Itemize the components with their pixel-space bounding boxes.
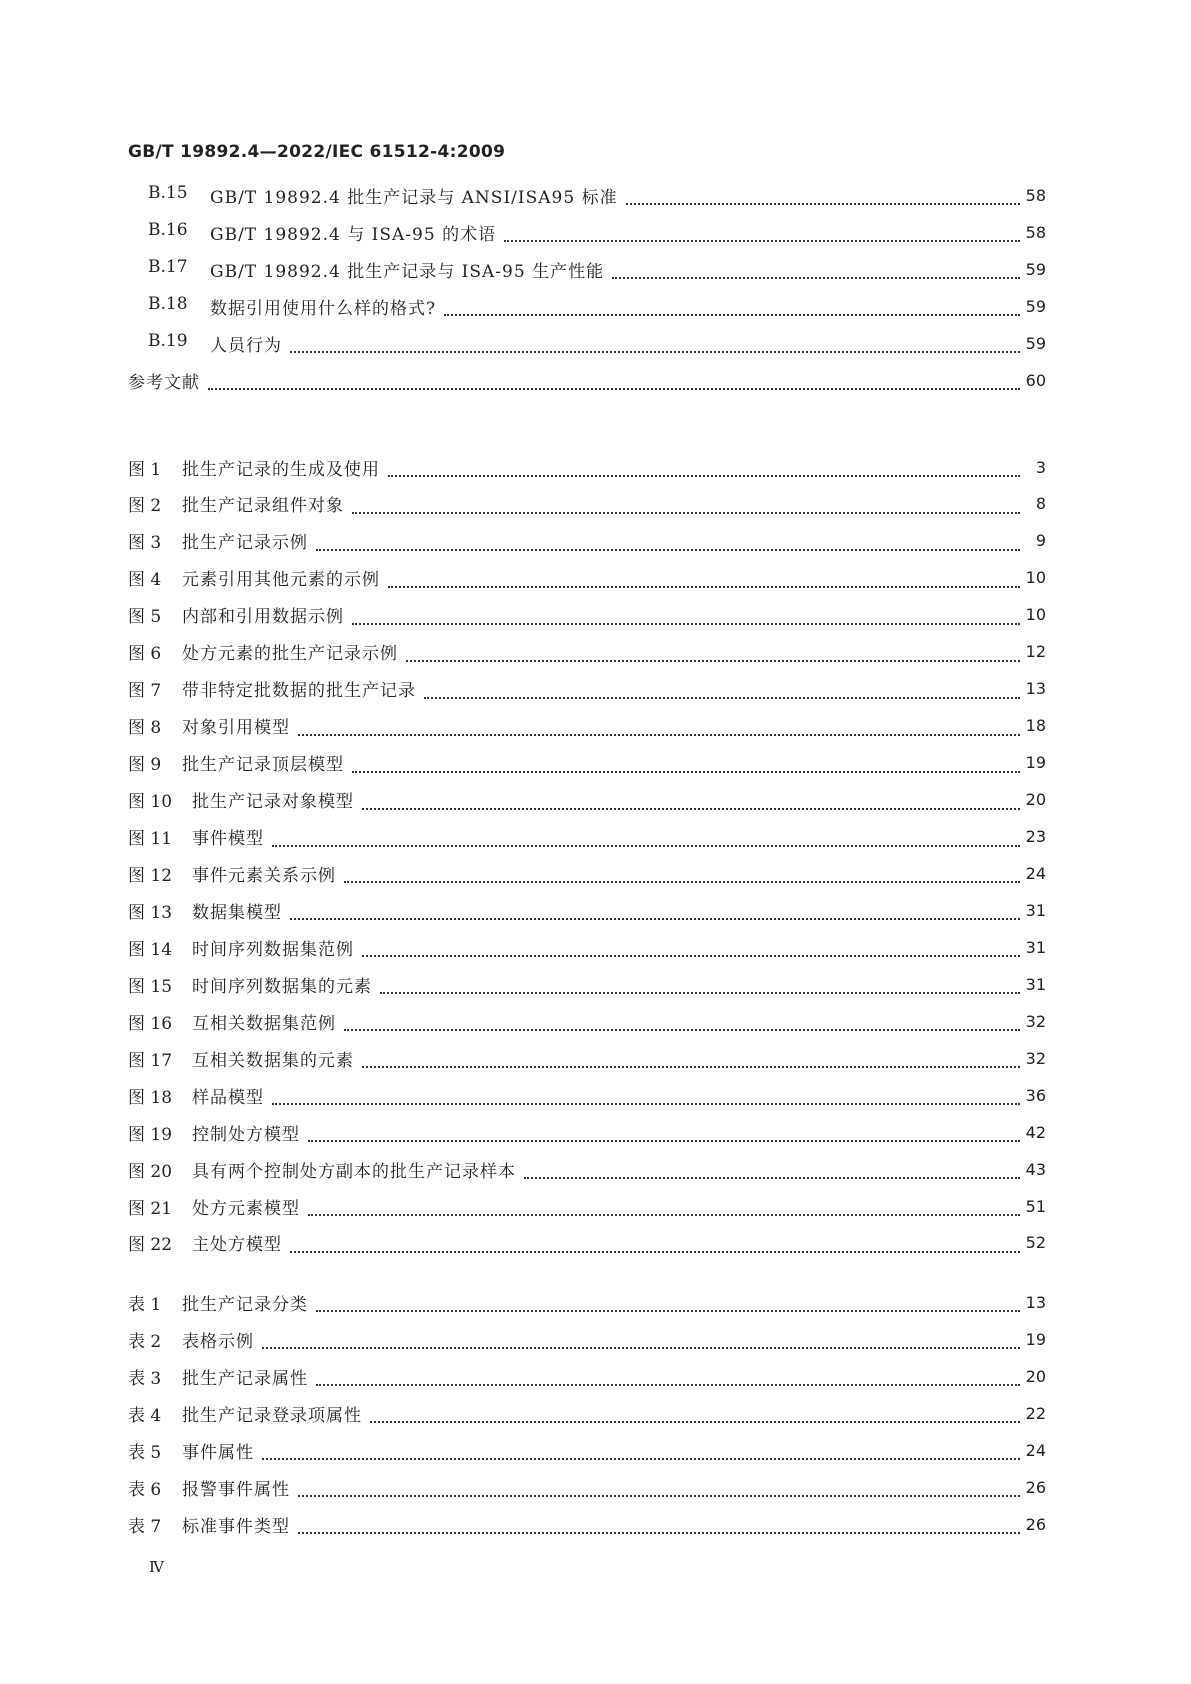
entry-number: B.19 <box>148 330 188 351</box>
entry-number: 图 21 <box>128 1198 173 1219</box>
entry-number: 图 16 <box>128 1013 173 1034</box>
entry-page-number: 36 <box>1025 1085 1046 1105</box>
entry-title: GB/T 19892.4 批生产记录与 ANSI/ISA95 标准 <box>210 187 618 208</box>
entry-number: 图 13 <box>128 902 173 923</box>
entry-page-number: 31 <box>1025 974 1046 994</box>
entry-page-number: 59 <box>1025 296 1046 316</box>
entry-number: 表 6 <box>128 1479 162 1500</box>
entry-title: 样品模型 <box>192 1087 264 1108</box>
toc-entry-figure[interactable] <box>128 971 1046 997</box>
entry-number: 图 1 <box>128 459 162 480</box>
entry-title: 标准事件类型 <box>182 1516 290 1537</box>
dot-leader <box>362 1052 1020 1068</box>
entry-title: 表格示例 <box>182 1331 254 1352</box>
entry-number: B.15 <box>148 182 188 203</box>
entry-number: 图 20 <box>128 1161 173 1182</box>
entry-number: 图 11 <box>128 829 173 849</box>
entry-title: 时间序列数据集范例 <box>192 939 354 960</box>
entry-title: 事件属性 <box>182 1442 254 1463</box>
dot-leader <box>272 1089 1020 1105</box>
toc-entry-figure[interactable] <box>128 750 1046 776</box>
dot-leader <box>290 337 1020 353</box>
dot-leader <box>424 683 1020 699</box>
dot-leader <box>388 572 1020 588</box>
entry-page-number: 19 <box>1025 1329 1046 1349</box>
dot-leader <box>388 461 1020 477</box>
toc-entry-figure[interactable] <box>128 787 1046 813</box>
dot-leader <box>444 300 1020 316</box>
entry-title: 批生产记录的生成及使用 <box>182 459 380 480</box>
entry-number: 图 3 <box>128 533 162 554</box>
toc-entry-figure[interactable] <box>128 1156 1046 1182</box>
entry-page-number: 59 <box>1025 259 1046 279</box>
toc-entry-table[interactable] <box>128 1363 1046 1389</box>
toc-entry-figure[interactable] <box>128 824 1046 850</box>
entry-title: 处方元素模型 <box>192 1198 300 1219</box>
dot-leader <box>208 374 1020 390</box>
dot-leader <box>352 757 1020 773</box>
dot-leader <box>262 1333 1020 1349</box>
toc-entry-figure[interactable] <box>128 454 1046 480</box>
dot-leader <box>290 904 1020 920</box>
entry-number: 图 6 <box>128 644 162 665</box>
entry-title: 主处方模型 <box>192 1235 282 1256</box>
entry-page-number: 24 <box>1025 863 1046 883</box>
entry-page-number: 8 <box>1035 494 1046 514</box>
entry-page-number: 32 <box>1025 1011 1046 1031</box>
toc-entry-appendix[interactable] <box>148 182 1046 208</box>
entry-page-number: 10 <box>1025 568 1046 588</box>
entry-number: 表 1 <box>128 1294 162 1315</box>
entry-title: 处方元素的批生产记录示例 <box>182 644 398 665</box>
entry-title: 元素引用其他元素的示例 <box>182 570 380 591</box>
entry-page-number: 32 <box>1025 1048 1046 1068</box>
entry-title: 互相关数据集范例 <box>192 1013 336 1034</box>
dot-leader <box>344 867 1020 883</box>
entry-page-number: 52 <box>1025 1233 1046 1253</box>
entry-title: 人员行为 <box>210 335 282 356</box>
entry-page-number: 26 <box>1025 1514 1046 1534</box>
toc-entry-table[interactable] <box>128 1474 1046 1500</box>
toc-entry-figure[interactable] <box>128 639 1046 665</box>
dot-leader <box>308 1200 1020 1216</box>
dot-leader <box>504 226 1020 242</box>
entry-number: B.16 <box>148 219 188 240</box>
entry-title: 参考文献 <box>128 372 200 393</box>
toc-entry-appendix[interactable] <box>148 330 1046 356</box>
entry-page-number: 26 <box>1025 1477 1046 1497</box>
entry-title: GB/T 19892.4 与 ISA-95 的术语 <box>210 224 497 245</box>
entry-title: 报警事件属性 <box>182 1479 290 1500</box>
toc-entry-figure[interactable] <box>128 860 1046 886</box>
document-header: GB/T 19892.4—2022/IEC 61512-4:2009 <box>128 142 506 162</box>
entry-title: 批生产记录登录项属性 <box>182 1405 362 1426</box>
entry-title: 具有两个控制处方副本的批生产记录样本 <box>192 1161 516 1182</box>
entry-page-number: 10 <box>1025 605 1046 625</box>
entry-title: 控制处方模型 <box>192 1124 300 1145</box>
toc-entry-figure[interactable] <box>128 1119 1046 1145</box>
entry-title: 数据引用使用什么样的格式? <box>210 298 437 319</box>
entry-page-number: 42 <box>1025 1122 1046 1142</box>
entry-page-number: 3 <box>1035 457 1046 477</box>
toc-entry-references[interactable] <box>128 367 1046 393</box>
toc-entry-figure[interactable] <box>128 1193 1046 1219</box>
toc-entry-table[interactable] <box>128 1289 1046 1315</box>
dot-leader <box>298 1481 1020 1497</box>
entry-title: 批生产记录顶层模型 <box>182 755 344 776</box>
entry-number: 图 14 <box>128 939 173 960</box>
entry-title: 时间序列数据集的元素 <box>192 976 372 997</box>
dot-leader <box>362 941 1020 957</box>
entry-title: 批生产记录分类 <box>182 1294 308 1315</box>
dot-leader <box>344 1015 1020 1031</box>
entry-page-number: 58 <box>1025 222 1046 242</box>
entry-page-number: 24 <box>1025 1440 1046 1460</box>
entry-title: 对象引用模型 <box>182 718 290 739</box>
entry-page-number: 43 <box>1025 1159 1046 1179</box>
entry-page-number: 23 <box>1025 827 1046 846</box>
toc-entry-table[interactable] <box>128 1326 1046 1352</box>
page-number-roman: Ⅳ <box>149 1558 164 1576</box>
toc-entry-table[interactable] <box>128 1511 1046 1537</box>
entry-number: 图 12 <box>128 865 173 886</box>
toc-entry-figure[interactable] <box>128 491 1046 517</box>
entry-page-number: 58 <box>1025 185 1046 205</box>
entry-number: 图 2 <box>128 496 162 517</box>
toc-entry-appendix[interactable] <box>148 219 1046 245</box>
dot-leader <box>262 1444 1020 1460</box>
toc-entry-figure[interactable] <box>128 934 1046 960</box>
dot-leader <box>298 1518 1020 1534</box>
entry-page-number: 20 <box>1025 790 1046 810</box>
dot-leader <box>316 535 1020 551</box>
entry-title: 批生产记录示例 <box>182 533 308 554</box>
entry-page-number: 18 <box>1025 716 1046 736</box>
entry-page-number: 13 <box>1025 1292 1046 1312</box>
entry-page-number: 20 <box>1025 1366 1046 1386</box>
entry-number: 表 2 <box>128 1331 162 1352</box>
entry-page-number: 19 <box>1025 753 1046 773</box>
toc-entry-figure[interactable] <box>128 713 1046 739</box>
entry-page-number: 51 <box>1025 1196 1046 1216</box>
toc-entry-figure[interactable] <box>128 602 1046 628</box>
entry-number: 图 22 <box>128 1235 173 1256</box>
entry-number: B.18 <box>148 293 188 314</box>
dot-leader <box>352 498 1020 514</box>
entry-page-number: 12 <box>1025 642 1046 662</box>
entry-page-number: 60 <box>1025 370 1046 390</box>
entry-title: 数据集模型 <box>192 902 282 923</box>
toc-entry-figure[interactable] <box>128 1230 1046 1256</box>
toc-entry-figure[interactable] <box>128 1008 1046 1034</box>
entry-title: 事件元素关系示例 <box>192 865 336 886</box>
entry-page-number: 59 <box>1025 333 1046 353</box>
entry-number: 图 9 <box>128 755 162 776</box>
entry-page-number: 31 <box>1025 900 1046 920</box>
dot-leader <box>626 189 1020 205</box>
entry-number: 图 8 <box>128 718 162 739</box>
entry-number: 表 4 <box>128 1405 162 1426</box>
dot-leader <box>370 1407 1020 1423</box>
entry-number: 图 15 <box>128 976 173 997</box>
entry-title: 内部和引用数据示例 <box>182 607 344 628</box>
dot-leader <box>298 720 1020 736</box>
entry-number: 图 4 <box>128 570 162 591</box>
dot-leader <box>352 609 1020 625</box>
toc-entry-figure[interactable] <box>128 676 1046 702</box>
entry-number: 图 19 <box>128 1124 173 1145</box>
entry-number: 图 17 <box>128 1050 173 1071</box>
dot-leader <box>612 263 1020 279</box>
dot-leader <box>316 1296 1020 1312</box>
toc-entry-appendix[interactable] <box>148 293 1046 319</box>
entry-page-number: 9 <box>1035 531 1046 551</box>
toc-entry-figure[interactable] <box>128 897 1046 923</box>
toc-entry-figure[interactable] <box>128 565 1046 591</box>
entry-title: GB/T 19892.4 批生产记录与 ISA-95 生产性能 <box>210 261 605 282</box>
entry-title: 批生产记录组件对象 <box>182 496 344 517</box>
dot-leader <box>524 1163 1020 1179</box>
entry-number: 图 10 <box>128 792 173 813</box>
entry-title: 带非特定批数据的批生产记录 <box>182 681 416 702</box>
entry-number: 表 3 <box>128 1368 162 1389</box>
toc-entry-figure[interactable] <box>128 528 1046 554</box>
dot-leader <box>380 978 1020 994</box>
toc-entry-figure[interactable] <box>128 1045 1046 1071</box>
entry-number: 图 7 <box>128 681 162 702</box>
entry-number: 图 5 <box>128 607 162 628</box>
dot-leader <box>406 646 1020 662</box>
entry-page-number: 13 <box>1025 679 1046 699</box>
toc-entry-figure[interactable] <box>128 1082 1046 1108</box>
entry-title: 事件模型 <box>192 829 264 849</box>
dot-leader <box>308 1126 1020 1142</box>
dot-leader <box>272 831 1020 847</box>
dot-leader <box>362 794 1020 810</box>
entry-title: 互相关数据集的元素 <box>192 1050 354 1071</box>
entry-page-number: 22 <box>1025 1403 1046 1423</box>
toc-entry-table[interactable] <box>128 1400 1046 1426</box>
dot-leader <box>316 1370 1020 1386</box>
entry-title: 批生产记录属性 <box>182 1368 308 1389</box>
toc-entry-appendix[interactable] <box>148 256 1046 282</box>
dot-leader <box>290 1237 1020 1253</box>
toc-entry-table[interactable] <box>128 1437 1046 1463</box>
entry-number: B.17 <box>148 256 188 277</box>
entry-number: 表 5 <box>128 1442 162 1463</box>
entry-page-number: 31 <box>1025 937 1046 957</box>
entry-number: 表 7 <box>128 1516 162 1537</box>
entry-number: 图 18 <box>128 1087 173 1108</box>
entry-title: 批生产记录对象模型 <box>192 792 354 813</box>
